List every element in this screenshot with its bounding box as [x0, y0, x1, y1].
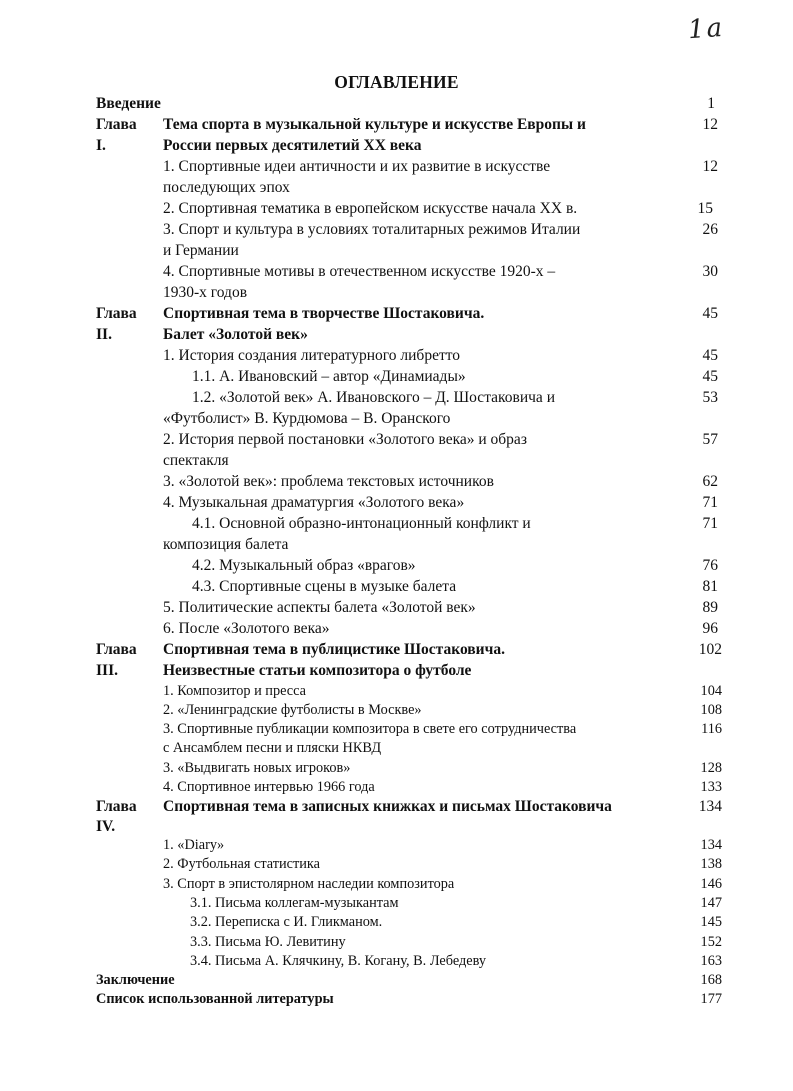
toc-s3-2-page: 108	[700, 702, 722, 718]
toc-s3-1-page: 104	[700, 683, 722, 699]
toc-s3-3-line2[interactable]: с Ансамблем песни и пляски НКВД	[163, 740, 382, 756]
toc-s3-5-line1[interactable]: 4. Спортивное интервью 1966 года	[163, 779, 375, 795]
toc-s2-4-2-line1[interactable]: 4.2. Музыкальный образ «врагов»	[192, 557, 416, 574]
toc-conclusion-page: 168	[700, 972, 722, 988]
toc-s4-1-line1[interactable]: 1. «Diary»	[163, 837, 225, 853]
toc-ch1-title-line1[interactable]: Тема спорта в музыкальной культуре и искусстве Европы и	[163, 116, 586, 133]
toc-ch1-title-line2[interactable]: России первых десятилетий XX века	[163, 137, 422, 154]
toc-bibliography-label[interactable]: Список использованной литературы	[96, 991, 334, 1007]
toc-s1-1-page: 12	[702, 158, 718, 175]
toc-s2-3-line1[interactable]: 3. «Золотой век»: проблема текстовых источников	[163, 473, 494, 490]
toc-s2-1-2-line2[interactable]: «Футболист» В. Курдюмова – В. Оранского	[163, 410, 451, 427]
toc-ch2-title-line1[interactable]: Спортивная тема в творчестве Шостаковича.	[163, 305, 485, 322]
toc-s2-5-page: 89	[702, 599, 718, 616]
toc-s2-1-1-line1[interactable]: 1.1. А. Ивановский – автор «Динамиады»	[192, 368, 466, 385]
toc-s1-4-line1[interactable]: 4. Спортивные мотивы в отечественном искусстве 1920-х –	[163, 263, 556, 280]
toc-s4-3-3-page: 152	[700, 934, 722, 950]
toc-s4-3-1-page: 147	[700, 895, 722, 911]
toc-ch4-page: 134	[698, 798, 722, 815]
toc-ch4-number: IV.	[96, 818, 116, 835]
toc-s3-5-page: 133	[700, 779, 722, 795]
toc-s2-5-line1[interactable]: 5. Политические аспекты балета «Золотой век»	[163, 599, 476, 616]
toc-ch1-number: I.	[96, 137, 106, 154]
toc-s3-1-line1[interactable]: 1. Композитор и пресса	[163, 683, 307, 699]
toc-s2-4-page: 71	[702, 494, 718, 511]
toc-s2-1-2-line1[interactable]: 1.2. «Золотой век» А. Ивановского – Д. Шостаковича и	[192, 389, 555, 406]
toc-s4-3-1-line1[interactable]: 3.1. Письма коллегам-музыкантам	[190, 895, 399, 911]
toc-s4-3-page: 146	[700, 876, 722, 892]
toc-s2-1-line1[interactable]: 1. История создания литературного либретто	[163, 347, 461, 364]
toc-s1-2-page: 15	[697, 200, 713, 217]
toc-s4-3-4-line1[interactable]: 3.4. Письма А. Клячкину, В. Когану, В. Лебедеву	[190, 953, 487, 969]
toc-s4-3-2-page: 145	[700, 914, 722, 930]
page-title: ОГЛАВЛЕНИЕ	[334, 72, 459, 92]
toc-s2-2-line1[interactable]: 2. История первой постановки «Золотого века» и образ	[163, 431, 527, 448]
toc-intro-page: 1	[707, 95, 715, 112]
toc-ch2-number: II.	[96, 326, 112, 343]
toc-s1-1-line1[interactable]: 1. Спортивные идеи античности и их развитие в искусстве	[163, 158, 551, 175]
toc-s1-3-line2[interactable]: и Германии	[163, 242, 239, 259]
toc-ch2-label: Глава	[96, 305, 137, 322]
toc-ch3-label: Глава	[96, 641, 137, 658]
toc-s1-4-page: 30	[702, 263, 718, 280]
toc-s4-1-page: 134	[700, 837, 722, 853]
toc-s2-2-page: 57	[702, 431, 718, 448]
toc-conclusion-label[interactable]: Заключение	[96, 972, 175, 988]
toc-s2-4-3-page: 81	[702, 578, 718, 595]
toc-s3-3-line1[interactable]: 3. Спортивные публикации композитора в свете его сотрудничества	[163, 721, 577, 737]
toc-ch2-page: 45	[702, 305, 718, 322]
toc-ch4-label: Глава	[96, 798, 137, 815]
handwritten-page-mark: 1a	[686, 12, 726, 46]
toc-s1-2-line1[interactable]: 2. Спортивная тематика в европейском искусстве начала XX в.	[163, 200, 578, 217]
toc-s4-2-page: 138	[700, 856, 722, 872]
toc-s2-6-page: 96	[702, 620, 718, 637]
toc-s1-4-line2[interactable]: 1930-х годов	[163, 284, 248, 301]
toc-ch1-label: Глава	[96, 116, 137, 133]
toc-s3-4-page: 128	[700, 760, 722, 776]
toc-s2-3-page: 62	[702, 473, 718, 490]
toc-ch4-title-line1[interactable]: Спортивная тема в записных книжках и письмах Шостаковича	[163, 798, 612, 815]
toc-s2-4-3-line1[interactable]: 4.3. Спортивные сцены в музыке балета	[192, 578, 457, 595]
toc-ch2-title-line2[interactable]: Балет «Золотой век»	[163, 326, 308, 343]
toc-ch1-page: 12	[702, 116, 718, 133]
toc-s1-3-page: 26	[702, 221, 718, 238]
toc-s3-3-page: 116	[701, 721, 722, 737]
toc-s2-1-page: 45	[702, 347, 718, 364]
toc-s1-3-line1[interactable]: 3. Спорт и культура в условиях тоталитарных режимов Италии	[163, 221, 581, 238]
toc-s4-2-line1[interactable]: 2. Футбольная статистика	[163, 856, 320, 872]
toc-s2-1-1-page: 45	[702, 368, 718, 385]
toc-s3-2-line1[interactable]: 2. «Ленинградские футболисты в Москве»	[163, 702, 422, 718]
toc-intro-label[interactable]: Введение	[96, 95, 161, 112]
toc-ch3-title-line1[interactable]: Спортивная тема в публицистике Шостаковича.	[163, 641, 505, 658]
toc-s2-4-1-line1[interactable]: 4.1. Основной образно-интонационный конфликт и	[192, 515, 531, 532]
toc-s4-3-line1[interactable]: 3. Спорт в эпистолярном наследии композитора	[163, 876, 455, 892]
toc-bibliography-page: 177	[700, 991, 722, 1007]
toc-s2-6-line1[interactable]: 6. После «Золотого века»	[163, 620, 330, 637]
toc-s1-1-line2[interactable]: последующих эпох	[163, 179, 290, 196]
toc-s4-3-4-page: 163	[700, 953, 722, 969]
toc-s2-4-2-page: 76	[702, 557, 718, 574]
toc-ch3-page: 102	[698, 641, 722, 658]
toc-s2-4-1-line2[interactable]: композиция балета	[163, 536, 289, 553]
toc-s2-2-line2[interactable]: спектакля	[163, 452, 229, 469]
toc-s2-1-2-page: 53	[702, 389, 718, 406]
toc-s4-3-2-line1[interactable]: 3.2. Переписка с И. Гликманом.	[190, 914, 383, 930]
toc-s3-4-line1[interactable]: 3. «Выдвигать новых игроков»	[163, 760, 351, 776]
toc-s2-4-line1[interactable]: 4. Музыкальная драматургия «Золотого века»	[163, 494, 465, 511]
toc-s4-3-3-line1[interactable]: 3.3. Письма Ю. Левитину	[190, 934, 346, 950]
toc-ch3-title-line2[interactable]: Неизвестные статьи композитора о футболе	[163, 662, 472, 679]
toc-s2-4-1-page: 71	[702, 515, 718, 532]
toc-ch3-number: III.	[96, 662, 118, 679]
